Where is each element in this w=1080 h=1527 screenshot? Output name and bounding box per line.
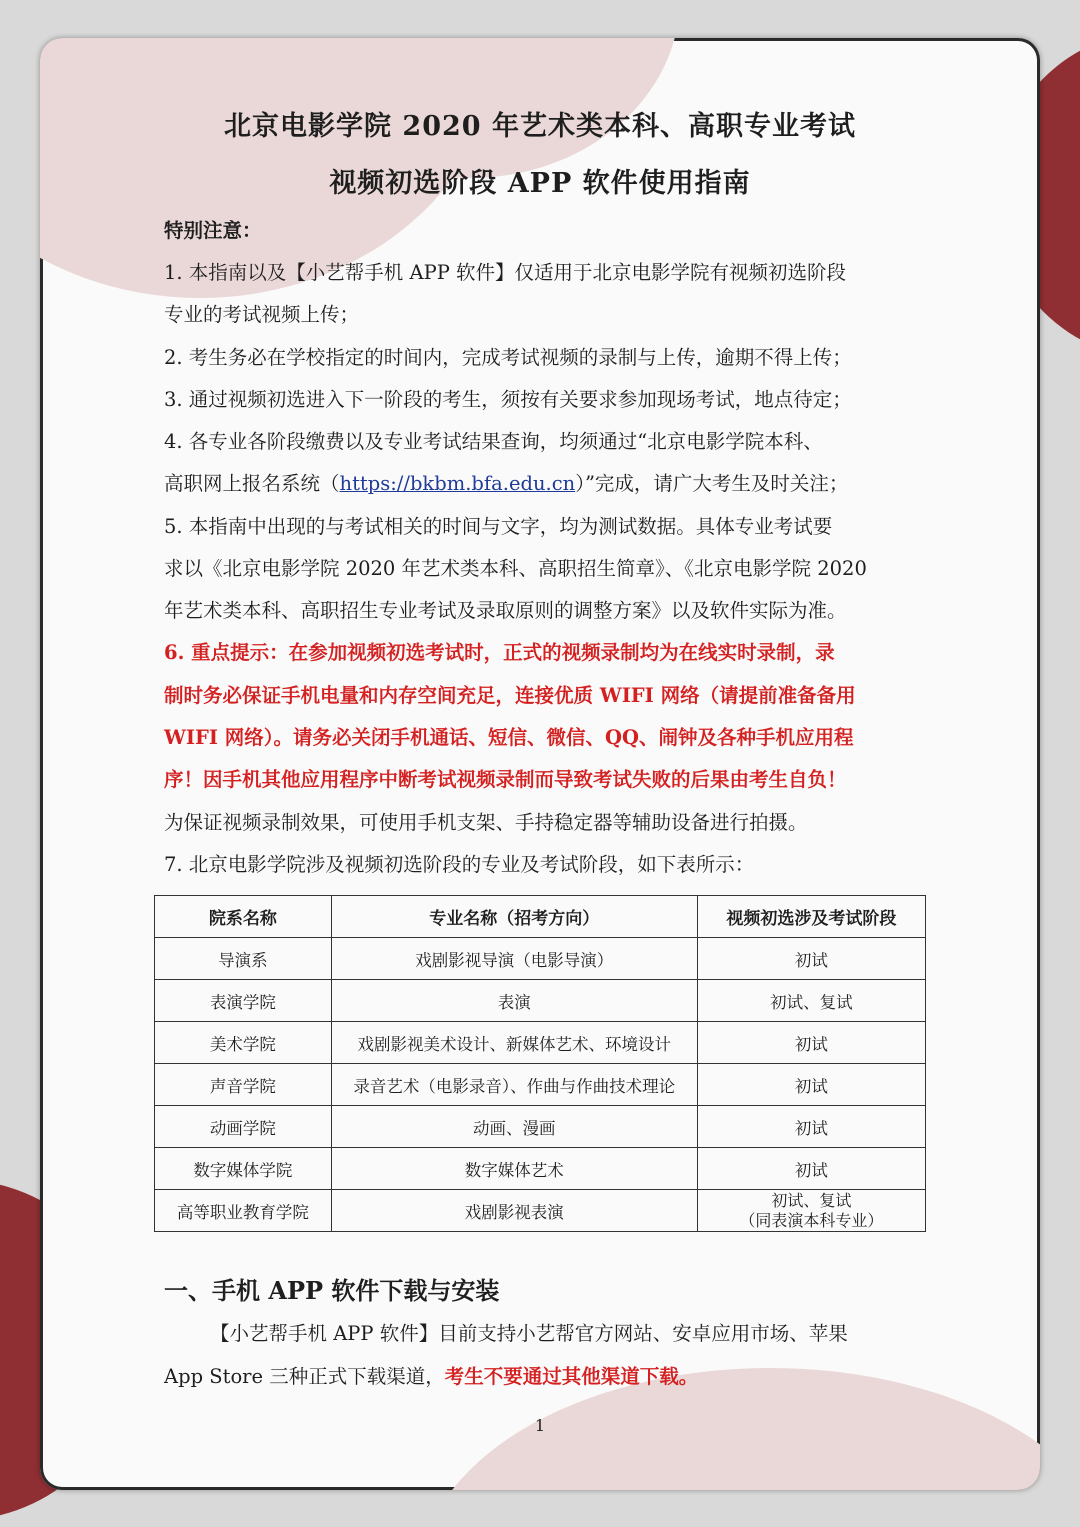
item-3: 3. 通过视频初选进入下一阶段的考生，须按有关要求参加现场考试，地点待定； xyxy=(164,388,852,411)
table-cell-department: 数字媒体学院 xyxy=(155,1148,332,1190)
page-content xyxy=(40,38,1040,1490)
item-6-line-4: 序！因手机其他应用程序中断考试视频录制而导致考试失败的后果由考生自负！ xyxy=(164,768,847,791)
table-cell-department: 声音学院 xyxy=(155,1064,332,1106)
item-5-line-3: 年艺术类本科、高职招生专业考试及录取原则的调整方案》以及软件实际为准。 xyxy=(164,599,847,622)
table-cell-major: 戏剧影视美术设计、新媒体艺术、环境设计 xyxy=(331,1022,697,1064)
item-5-line-2: 求以《北京电影学院 2020 年艺术类本科、高职招生简章》、《北京电影学院 2020 xyxy=(164,557,867,580)
table-cell-stage: 初试 xyxy=(697,1148,925,1190)
table-row xyxy=(155,1022,926,1064)
para-1-line-1: 【小艺帮手机 APP 软件】目前支持小艺帮官方网站、安卓应用市场、苹果 xyxy=(210,1322,848,1345)
table-cell-major: 录音艺术（电影录音）、作曲与作曲技术理论 xyxy=(331,1064,697,1106)
document-page xyxy=(40,38,1040,1490)
item-4-line-2 xyxy=(164,471,924,497)
table-cell-department: 高等职业教育学院 xyxy=(155,1190,332,1232)
table-header-row xyxy=(155,896,926,938)
table-cell-stage: 初试 xyxy=(697,1064,925,1106)
item-4-line-2-post: ）”完成，请广大考生及时关注； xyxy=(575,472,849,495)
table-cell-stage: 初试、复试 xyxy=(697,980,925,1022)
item-1-line-1: 1. 本指南以及【小艺帮手机 APP 软件】仅适用于北京电影学院有视频初选阶段 xyxy=(164,261,847,284)
table-row xyxy=(155,1148,926,1190)
table-cell-department: 动画学院 xyxy=(155,1106,332,1148)
section-heading-1: 一、手机 APP 软件下载与安装 xyxy=(164,1276,500,1305)
table-header-cell: 视频初选涉及考试阶段 xyxy=(697,896,925,938)
registration-link[interactable]: https://bkbm.bfa.edu.cn xyxy=(339,472,576,495)
para-1-line-2-pre: App Store 三种正式下载渠道， xyxy=(164,1365,445,1388)
page-number: 1 xyxy=(534,1416,546,1435)
table-cell-stage-line-2: （同表演本科专业） xyxy=(739,1210,884,1230)
table-row xyxy=(155,1064,926,1106)
para-1-line-2 xyxy=(164,1364,924,1390)
table-cell-stage: 初试 xyxy=(697,1106,925,1148)
table-cell-major: 戏剧影视导演（电影导演） xyxy=(331,938,697,980)
table-row xyxy=(155,1190,926,1232)
table-cell-stage-line-1: 初试、复试 xyxy=(771,1190,852,1210)
para-1-warning: 考生不要通过其他渠道下载。 xyxy=(444,1365,699,1388)
table-cell-stage: 初试 xyxy=(697,1022,925,1064)
item-4-line-2-pre: 高职网上报名系统（ xyxy=(164,472,340,495)
table-cell-major: 戏剧影视表演 xyxy=(331,1190,697,1232)
item-7: 7. 北京电影学院涉及视频初选阶段的专业及考试阶段，如下表所示： xyxy=(164,853,755,876)
table-header-cell: 专业名称（招考方向） xyxy=(331,896,697,938)
item-5-line-1: 5. 本指南中出现的与考试相关的时间与文字，均为测试数据。具体专业考试要 xyxy=(164,515,833,538)
table-cell-stage: 初试 xyxy=(697,938,925,980)
item-1-line-2: 专业的考试视频上传； xyxy=(164,303,360,326)
table-cell-major: 表演 xyxy=(331,980,697,1022)
table-row xyxy=(155,1106,926,1148)
majors-table xyxy=(154,895,926,1232)
table-row xyxy=(155,938,926,980)
item-6-line-3: WIFI 网络）。请务必关闭手机通话、短信、微信、QQ、闹钟及各种手机应用程 xyxy=(164,726,854,749)
item-4-line-1: 4. 各专业各阶段缴费以及专业考试结果查询，均须通过“北京电影学院本科、 xyxy=(164,430,823,453)
table-header-cell: 院系名称 xyxy=(155,896,332,938)
table-cell-major: 动画、漫画 xyxy=(331,1106,697,1148)
table-cell-department: 美术学院 xyxy=(155,1022,332,1064)
item-6-line-1: 6. 重点提示：在参加视频初选考试时，正式的视频录制均为在线实时录制，录 xyxy=(164,641,835,664)
notice-heading: 特别注意： xyxy=(164,219,262,242)
doc-title-line-1: 北京电影学院 2020 年艺术类本科、高职专业考试 xyxy=(224,111,856,142)
item-6-line-5: 为保证视频录制效果，可使用手机支架、手持稳定器等辅助设备进行拍摄。 xyxy=(164,811,808,834)
table-cell-major: 数字媒体艺术 xyxy=(331,1148,697,1190)
table-cell-stage xyxy=(697,1190,925,1232)
item-2: 2. 考生务必在学校指定的时间内，完成考试视频的录制与上传，逾期不得上传； xyxy=(164,346,852,369)
doc-title-line-2: 视频初选阶段 APP 软件使用指南 xyxy=(329,168,751,199)
table-row xyxy=(155,980,926,1022)
table-cell-department: 导演系 xyxy=(155,938,332,980)
item-6-line-2: 制时务必保证手机电量和内存空间充足，连接优质 WIFI 网络（请提前准备备用 xyxy=(164,684,856,707)
table-cell-department: 表演学院 xyxy=(155,980,332,1022)
